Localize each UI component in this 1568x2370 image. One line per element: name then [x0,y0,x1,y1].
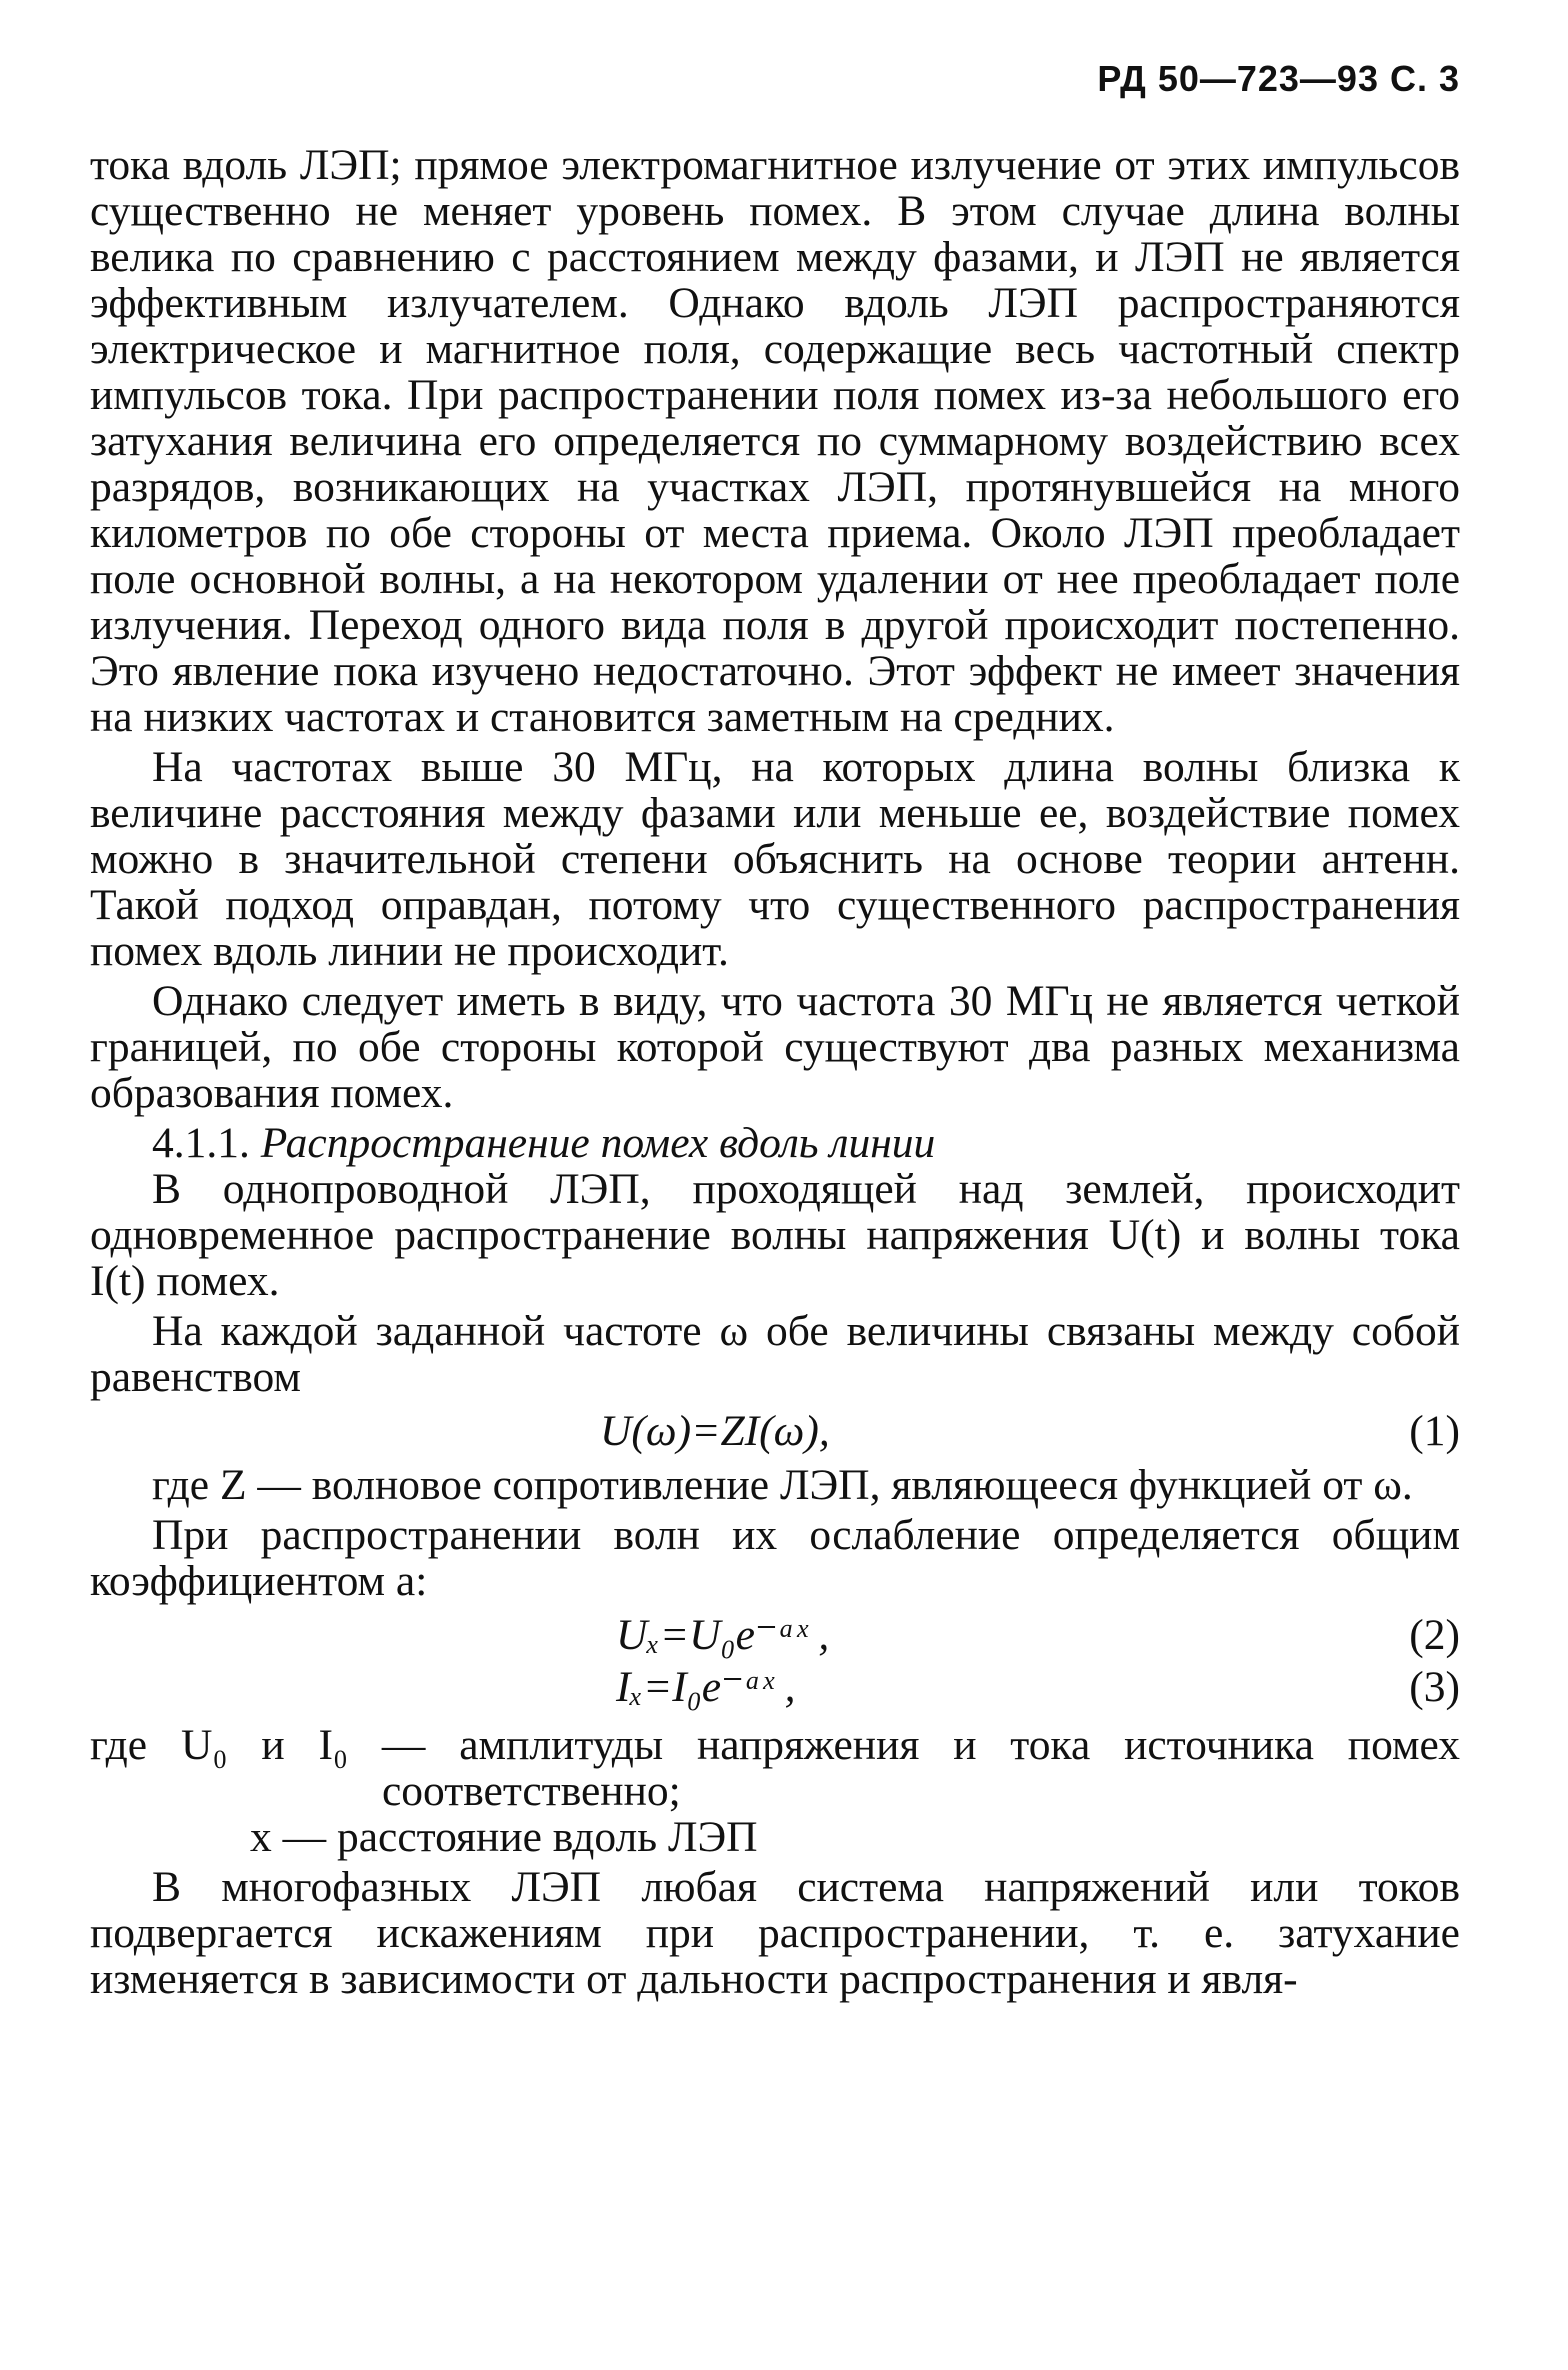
paragraph-where-amplitudes: где U₀ и I₀ — амплитуды напряжения и тока источника помех соответственно; [90,1721,1460,1815]
formula-2-number: (2) [1409,1611,1460,1659]
paragraph-single-wire-line: В однопроводной ЛЭП, проходящей над землей, происходит одновременное распространение волны напряжения U(t) и волны тока I(t) помех. [90,1165,1460,1305]
paragraph-30mhz-boundary: Однако следует иметь в виду, что частота 30 МГц не является четкой границей, по обе стороны которой существуют два разных механизма образования помех. [90,977,1460,1117]
paragraph-multiphase-lines: В многофазных ЛЭП любая система напряжений или токов подвергается искажениям при распространении, т. е. затухание изменяется в зависимости от дальности распространения и явля- [90,1863,1460,2003]
formula-3-number: (3) [1409,1663,1460,1711]
body-text [90,142,1460,2002]
paragraph-continuation: тока вдоль ЛЭП; прямое электромагнитное излучение от этих импульсов существенно не меняет уровень помех. В этом случае длина волны велика по сравнению с расстоянием между фазами, и ЛЭП не является эффективным излучателем. Однако вдоль ЛЭП распространяются электрическое и магнитное поля, содержащие весь частотный спектр импульсов тока. При распространении поля помех из-за небольшого его затухания величина его определяется по суммарному воздействию всех разрядов, возникающих на участках ЛЭП, протянувшейся на много километров по обе стороны от места приема. Около ЛЭП преобладает поле основной волны, а на некотором удалении от нее преобладает поле излучения. Переход одного вида поля в другой происходит постепенно. Это явление пока изучено недостаточно. Этот эффект не имеет значения на низких частотах и становится заметным на средних. [90,141,1460,741]
formula-3-expression: Iₓ=I₀e⁻ᵃˣ , [616,1663,796,1711]
formula-3 [90,1663,1460,1716]
formula-1-number: (1) [1409,1407,1460,1455]
document-page [90,58,1460,2338]
paragraph-high-frequencies: На частотах выше 30 МГц, на которых длина волны близка к величине расстояния между фазами или меньше ее, воздействие помех можно в значительной степени объяснить на основе теории антенн. Такой подход оправдан, потому что существенного распространения помех вдоль линии не происходит. [90,743,1460,975]
section-number: 4.1.1. [152,1119,250,1167]
formula-2 [90,1610,1460,1660]
formula-1-expression: U(ω)=ZI(ω), [600,1407,830,1455]
paragraph-attenuation: При распространении волн их ослабление определяется общим коэффициентом a: [90,1511,1460,1605]
paragraph-wave-impedance: где Z — волновое сопротивление ЛЭП, являющееся функцией от ω. [152,1461,1413,1509]
paragraph-frequency-relation: На каждой заданной частоте ω обе величины связаны между собой равенством [90,1307,1460,1401]
section-title: Распространение помех вдоль линии [260,1119,936,1167]
running-head: РД 50—723—93 С. 3 [1097,58,1460,99]
section-heading [90,1120,1460,1166]
paragraph-where-distance: x — расстояние вдоль ЛЭП [250,1813,758,1861]
formula-1 [90,1406,1460,1456]
formula-2-expression: Uₓ=U₀e⁻ᵃˣ , [616,1611,830,1659]
